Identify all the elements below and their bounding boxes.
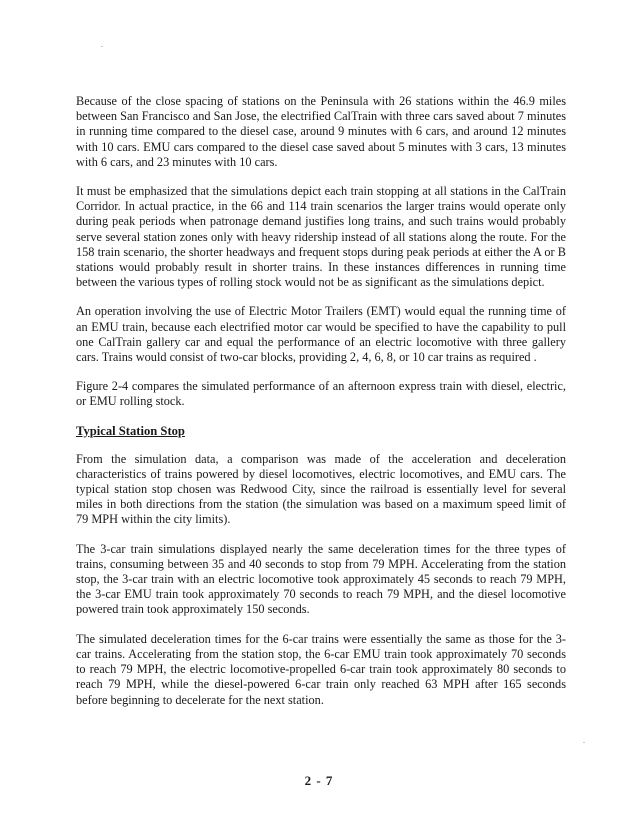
body-paragraph: The simulated deceleration times for the 6-car trains were essentially the same as those for the 3-car trains. Accelerating from the station stop, the 6-car EMU train took approximately 70 seconds to reach 79 MPH, the electric locomotive-propelled 6-car train took approximately 80 seconds to reach 79 MPH, while the diesel-powered 6-car train only reached 63 MPH after 165 seconds before beginning to decelerate for the next station.: [76, 631, 566, 707]
body-paragraph: An operation involving the use of Electric Motor Trailers (EMT) would equal the running time of an EMU train, because each electrified motor car would be specified to have the capability to pull one CalTrain gallery car and equal the performance of an electric locomotive with three gallery cars. Trains would consist of two-car blocks, providing 2, 4, 6, 8, or 10 car trains as required .: [76, 304, 566, 365]
section-heading: Typical Station Stop: [76, 423, 185, 438]
body-paragraph: From the simulation data, a comparison was made of the acceleration and deceleration characteristics of trains powered by diesel locomotives, electric locomotives, and EMU cars. The typical station stop chosen was Redwood City, since the railroad is essentially level for several miles in both directions from the station (the simulation was based on a maximum speed limit of 79 MPH within the city limits).: [76, 451, 566, 527]
page-number: 2 - 7: [304, 773, 334, 788]
body-paragraph: Figure 2-4 compares the simulated performance of an afternoon express train with diesel, electric, or EMU rolling stock.: [76, 379, 566, 409]
scan-speck: [101, 46, 103, 47]
body-paragraph: It must be emphasized that the simulations depict each train stopping at all stations in the CalTrain Corridor. In actual practice, in the 66 and 114 train scenarios the larger trains would operate only during peak periods when patronage demand justifies long trains, and such trains would probably serve several station zones only with heavy ridership instead of all stations along the route. For the 158 train scenario, the shorter headways and frequent stops during peak periods at either the A or B stations would probably result in shorter trains. In these instances differences in running time between the various types of rolling stock would not be as significant as the simulations depict.: [76, 184, 566, 290]
document-body: [76, 94, 566, 722]
scan-speck: [583, 742, 585, 743]
body-paragraph: Because of the close spacing of stations on the Peninsula with 26 stations within the 46.9 miles between San Francisco and San Jose, the electrified CalTrain with three cars saved about 7 minutes in running time compared to the diesel case, around 9 minutes with 6 cars, and around 12 minutes with 10 cars. EMU cars compared to the diesel case saved about 5 minutes with 3 cars, 13 minutes with 6 cars, and 23 minutes with 10 cars.: [76, 94, 566, 169]
body-paragraph: The 3-car train simulations displayed nearly the same deceleration times for the three types of trains, consuming between 35 and 40 seconds to stop from 79 MPH. Accelerating from the station stop, the 3-car train with an electric locomotive took approximately 45 seconds to reach 79 MPH, the 3-car EMU train took approximately 70 seconds to reach 79 MPH, and the diesel locomotive powered train took approximately 150 seconds.: [76, 541, 566, 617]
